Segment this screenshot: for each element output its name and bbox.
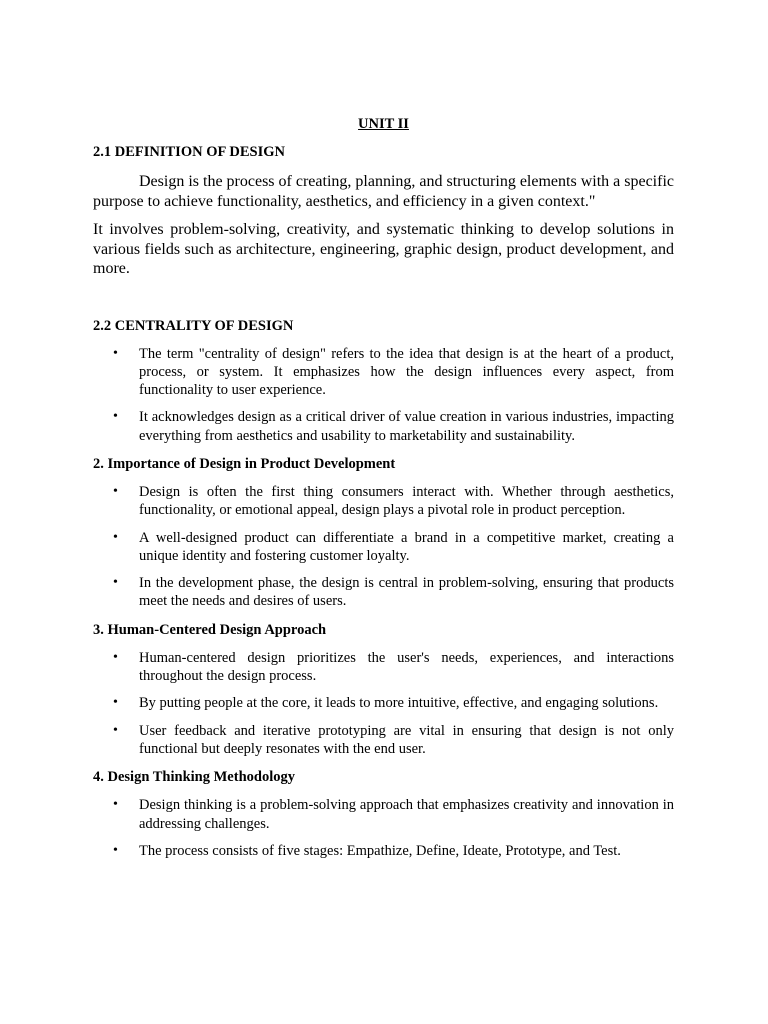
bullet-icon: • [113, 483, 118, 499]
bullet-icon: • [113, 695, 118, 711]
bullet-list-human-centered [93, 649, 674, 758]
list-item [93, 529, 674, 566]
bullet-list-importance [93, 483, 674, 611]
bullet-list-centrality [93, 345, 674, 445]
list-item-text: A well-designed product can differentiate a brand in a competitive market, creating a unique identity and fostering customer loyalty. [139, 529, 674, 564]
list-item [93, 574, 674, 611]
list-item [93, 649, 674, 686]
bullet-icon: • [113, 529, 118, 545]
list-item [93, 345, 674, 400]
section-heading-design-thinking: 4. Design Thinking Methodology [93, 769, 295, 786]
bullet-icon: • [113, 649, 118, 665]
section-heading-centrality: 2.2 CENTRALITY OF DESIGN [93, 317, 294, 334]
list-item-text: By putting people at the core, it leads to more intuitive, effective, and engaging solutions. [139, 695, 659, 712]
list-item [93, 722, 674, 759]
list-item-text: User feedback and iterative prototyping are vital in ensuring that design is not only functional but deeply resonates with the end user. [139, 722, 674, 757]
list-item [93, 408, 674, 445]
bullet-icon: • [113, 575, 118, 591]
list-item [93, 842, 674, 860]
unit-title: UNIT II [358, 116, 409, 132]
list-item [93, 694, 674, 712]
list-item [93, 796, 674, 833]
bullet-list-design-thinking [93, 796, 674, 860]
bullet-icon: • [113, 409, 118, 425]
list-item-text: The term "centrality of design" refers to the idea that design is at the heart of a product, process, or system. It emphasizes how the design influences every aspect, from functionality to user experience. [139, 345, 674, 399]
section-heading-human-centered: 3. Human-Centered Design Approach [93, 621, 327, 638]
paragraph-definition: Design is the process of creating, planning, and structuring elements with a specific purpose to achieve functionality, aesthetics, and efficiency in a given context." [93, 173, 674, 210]
list-item-text: It acknowledges design as a critical driver of value creation in various industries, impacting everything from aesthetics and usability to marketability and sustainability. [139, 409, 674, 444]
bullet-icon: • [113, 345, 118, 361]
document-body [93, 114, 674, 860]
list-item-text: Human-centered design prioritizes the user's needs, experiences, and interactions throughout the design process. [139, 649, 674, 685]
list-item-text: In the development phase, the design is central in problem-solving, ensuring that products meet the needs and desires of users. [139, 575, 674, 610]
list-item-text: Design is often the first thing consumers interact with. Whether through aesthetics, functionality, or emotional appeal, design plays a pivotal role in product perception. [139, 483, 674, 519]
section-heading-definition: 2.1 DEFINITION OF DESIGN [93, 144, 286, 160]
list-item-text: The process consists of five stages: Empathize, Define, Ideate, Prototype, and Test. [139, 842, 621, 859]
list-item [93, 483, 674, 520]
bullet-icon: • [113, 797, 118, 813]
bullet-icon: • [113, 722, 118, 738]
list-item-text: Design thinking is a problem-solving approach that emphasizes creativity and innovation in addressing challenges. [139, 797, 674, 832]
paragraph-problem-solving: It involves problem-solving, creativity, and systematic thinking to develop solutions in various fields such as architecture, engineering, graphic design, product development, and more. [93, 221, 674, 277]
section-heading-importance: 2. Importance of Design in Product Development [93, 455, 396, 472]
bullet-icon: • [113, 842, 118, 858]
